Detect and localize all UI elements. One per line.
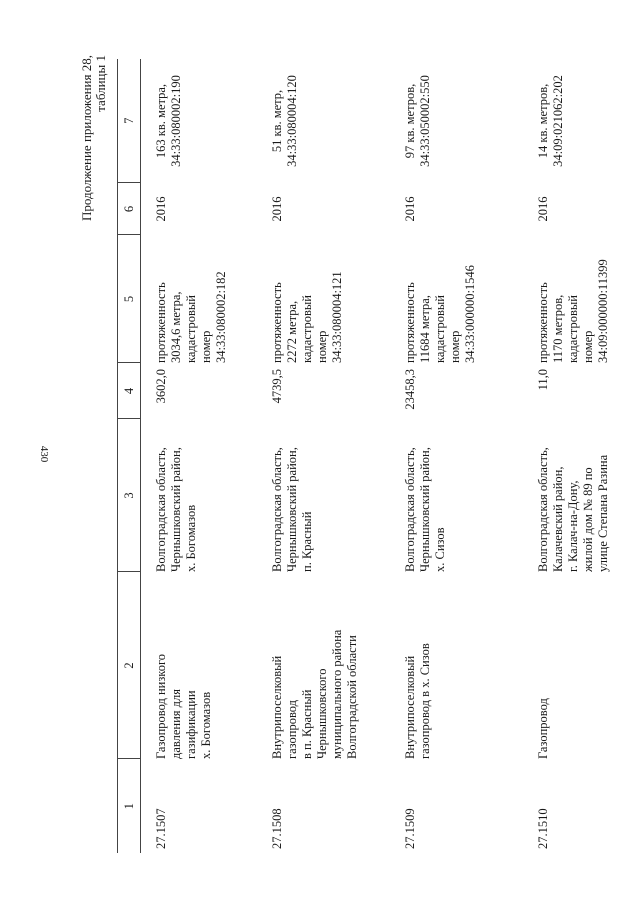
cell-description: протяженность 11684 метра, кадастровый номер 34:33:000000:1546 xyxy=(403,265,477,363)
cell-length: 3602,0 xyxy=(154,369,168,404)
cell-year: 2016 xyxy=(403,196,417,222)
cell-length: 4739,5 xyxy=(270,369,284,404)
cell-note: 163 кв. метра, 34:33:080002:190 xyxy=(154,75,183,167)
caption-line-1: Продолжение приложения 28, xyxy=(79,55,94,222)
caption-line-2: таблицы 1 xyxy=(93,55,108,112)
header-cell-3: 3 xyxy=(118,419,141,572)
cell-year: 2016 xyxy=(270,196,284,222)
table-row xyxy=(141,59,258,853)
cell-note: 51 кв. метр, 34:33:080004:120 xyxy=(270,75,299,167)
page-number: 430 xyxy=(38,445,50,463)
cell-note: 14 кв. метров, 34:09:021062:202 xyxy=(536,75,565,167)
cell-name: Внутрипоселковый газопровод в п. Красный Чернышковского муниципального района Волгоградской области xyxy=(270,629,359,759)
header-cell-6: 6 xyxy=(118,183,141,235)
cell-address: Волгоградская область, Калачевский район, г. Калач-на-Дону, жилой дом № 89 по улице Степана Разина xyxy=(536,447,610,572)
cell-number: 27.1509 xyxy=(403,808,417,849)
cell-name: Газопровод низкого давления для газификации х. Богомазов xyxy=(154,653,213,759)
cell-description: протяженность 1170 метров, кадастровый номер 34:09:000000:11399 xyxy=(536,259,610,363)
cell-note: 97 кв. метров, 34:33:050002:550 xyxy=(403,75,432,167)
cell-number: 27.1508 xyxy=(270,808,284,849)
table-caption xyxy=(80,55,108,221)
cell-number: 27.1510 xyxy=(536,808,550,849)
header-cell-4: 4 xyxy=(118,363,141,419)
cell-name: Газопровод xyxy=(536,698,550,759)
cell-description: протяженность 3034,6 метра, кадастровый номер 34:33:080002:182 xyxy=(154,271,228,363)
table-row xyxy=(257,59,390,853)
cell-year: 2016 xyxy=(536,196,550,222)
cell-description: протяженность 2272 метра, кадастровый номер 34:33:080004:121 xyxy=(270,271,344,363)
header-cell-2: 2 xyxy=(118,572,141,759)
cell-address: Волгоградская область, Чернышковский район, х. Сизов xyxy=(403,447,447,572)
cell-year: 2016 xyxy=(154,196,168,222)
table-row xyxy=(523,59,640,853)
cell-address: Волгоградская область, Чернышковский район, х. Богомазов xyxy=(154,447,198,572)
table-row xyxy=(390,59,523,853)
header-cell-5: 5 xyxy=(118,235,141,363)
table-header-row xyxy=(118,59,141,853)
cell-number: 27.1507 xyxy=(154,808,168,849)
cell-length: 11,0 xyxy=(536,369,550,391)
cell-name: Внутрипоселковый газопровод в х. Сизов xyxy=(403,643,432,759)
cell-address: Волгоградская область, Чернышковский район, п. Красный xyxy=(270,447,314,572)
header-cell-7: 7 xyxy=(118,59,141,183)
header-cell-1: 1 xyxy=(118,759,141,853)
cell-length: 23458,3 xyxy=(403,369,417,410)
data-table xyxy=(117,59,640,853)
